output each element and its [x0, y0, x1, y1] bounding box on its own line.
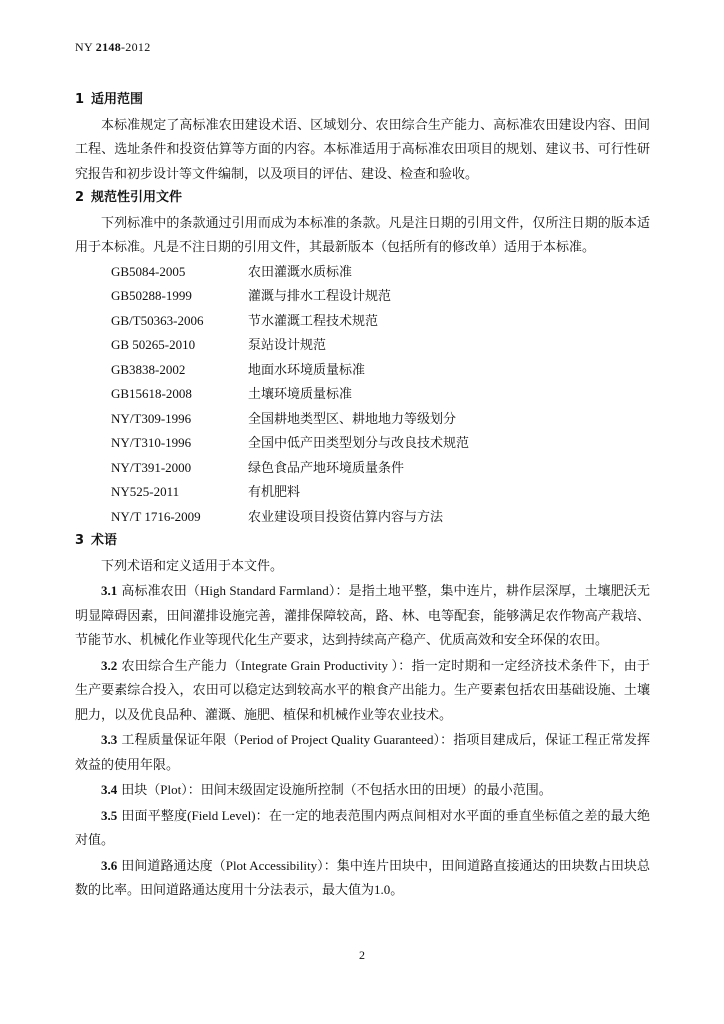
term-number: 3.6 [101, 857, 118, 873]
term-number: 3.3 [101, 732, 118, 747]
reference-code: GB 50265-2010 [111, 337, 196, 352]
reference-title: 地面水环境质量标准 [248, 361, 366, 377]
reference-item [111, 505, 650, 530]
term-text: 农田综合生产能力（Integrate Grain Productivity ）：指一定时期和一定经济技术条件下，由于生产要素综合投入，农田可以稳定达到较高水平的粮食产出能力。生产要素包括农田基础设施、土壤肥力，以及优良品种、灌溉、施肥、植保和机械作业等农业技术。 [75, 657, 650, 722]
term-number: 3.1 [101, 583, 118, 598]
section-2-paragraph: 下列标准中的条款通过引用而成为本标准的条款。凡是注日期的引用文件，仅所注日期的版本适用于本标准。凡是不注日期的引用文件，其最新版本（包括所有的修改单）适用于本标准。 [75, 214, 650, 254]
header-prefix: NY [75, 40, 96, 54]
reference-title: 绿色食品产地环境质量条件 [248, 459, 405, 475]
section-number: 3 [75, 533, 85, 548]
section-number: 2 [75, 190, 85, 205]
reference-item [111, 358, 650, 383]
reference-item [111, 480, 650, 505]
term-text: 田面平整度(Field Level)：在一定的地表范围内两点间相对水平面的垂直坐标值之差的最大绝对值。 [75, 807, 650, 847]
header-suffix: -2012 [121, 40, 151, 54]
term-number: 3.4 [101, 782, 118, 797]
section-3-intro: 下列术语和定义适用于本文件。 [101, 557, 284, 573]
reference-title: 农业建设项目投资估算内容与方法 [248, 508, 444, 524]
reference-item [111, 407, 650, 432]
reference-title: 灌溉与排水工程设计规范 [248, 288, 392, 303]
reference-code: GB5084-2005 [111, 263, 186, 279]
reference-item [111, 284, 650, 309]
reference-item [111, 431, 650, 456]
reference-code: NY/T309-1996 [111, 410, 192, 426]
section-number: 1 [75, 92, 85, 107]
term-definition [75, 778, 650, 803]
document-body [75, 88, 650, 903]
term-text: 高标准农田（High Standard Farmland）：是指土地平整，集中连片，耕作层深厚，土壤肥沃无明显障碍因素，田间灌排设施完善，灌排保障较高，路、林、电等配套，能够满足农作物高产栽培、节能节水、机械化作业等现代化生产要求，达到持续高产稳产、优质高效和安全环保的农田。 [75, 583, 650, 647]
term-text: 田间道路通达度（Plot Accessibility）：集中连片田块中，田间道路直接通达的田块数占田块总数的比率。田间道路通达度用十分法表示，最大值为1.0。 [75, 857, 650, 897]
section-title: 术语 [91, 533, 118, 548]
section-1-paragraph: 本标准规定了高标准农田建设术语、区域划分、农田综合生产能力、高标准农田建设内容、田间工程、选址条件和投资估算等方面的内容。本标准适用于高标准农田项目的规划、建议书、可行性研究报告和初步设计等文件编制，以及项目的评估、建设、检查和验收。 [75, 116, 650, 181]
section-title: 规范性引用文件 [91, 190, 183, 205]
section-1-heading [75, 88, 650, 113]
reference-item [111, 382, 650, 407]
reference-code: NY525-2011 [111, 484, 180, 499]
reference-title: 土壤环境质量标准 [248, 386, 353, 401]
reference-code: GB15618-2008 [111, 386, 192, 401]
reference-item [111, 456, 650, 481]
reference-code: GB3838-2002 [111, 361, 186, 377]
term-definition [75, 728, 650, 777]
reference-title: 全国耕地类型区、耕地地力等级划分 [248, 410, 457, 426]
reference-list [75, 260, 650, 530]
term-text: 工程质量保证年限（Period of Project Quality Guaranteed）：指项目建成后，保证工程正常发挥效益的使用年限。 [75, 732, 650, 772]
term-definition [75, 804, 650, 853]
reference-item [111, 309, 650, 334]
standard-number-header [75, 38, 151, 56]
reference-code: NY/T310-1996 [111, 435, 192, 450]
page-number: 2 [359, 948, 365, 962]
header-number: 2148 [95, 40, 121, 54]
term-definition [75, 654, 650, 728]
section-3-heading [75, 529, 650, 554]
reference-title: 有机肥料 [248, 484, 301, 499]
term-text: 田块（Plot）：田间末级固定设施所控制（不包括水田的田埂）的最小范围。 [121, 782, 552, 797]
section-2-heading [75, 186, 650, 211]
term-definition [75, 579, 650, 653]
reference-title: 节水灌溉工程技术规范 [248, 312, 379, 328]
term-number: 3.5 [101, 807, 118, 823]
reference-title: 全国中低产田类型划分与改良技术规范 [248, 435, 470, 450]
reference-item [111, 260, 650, 285]
reference-title: 泵站设计规范 [248, 337, 327, 352]
term-number: 3.2 [101, 657, 118, 673]
reference-title: 农田灌溉水质标准 [248, 263, 353, 279]
term-definition [75, 854, 650, 903]
reference-code: GB/T50363-2006 [111, 312, 204, 328]
reference-code: NY/T 1716-2009 [111, 508, 201, 524]
reference-item [111, 333, 650, 358]
section-title: 适用范围 [91, 92, 144, 107]
reference-code: GB50288-1999 [111, 288, 192, 303]
reference-code: NY/T391-2000 [111, 459, 192, 475]
